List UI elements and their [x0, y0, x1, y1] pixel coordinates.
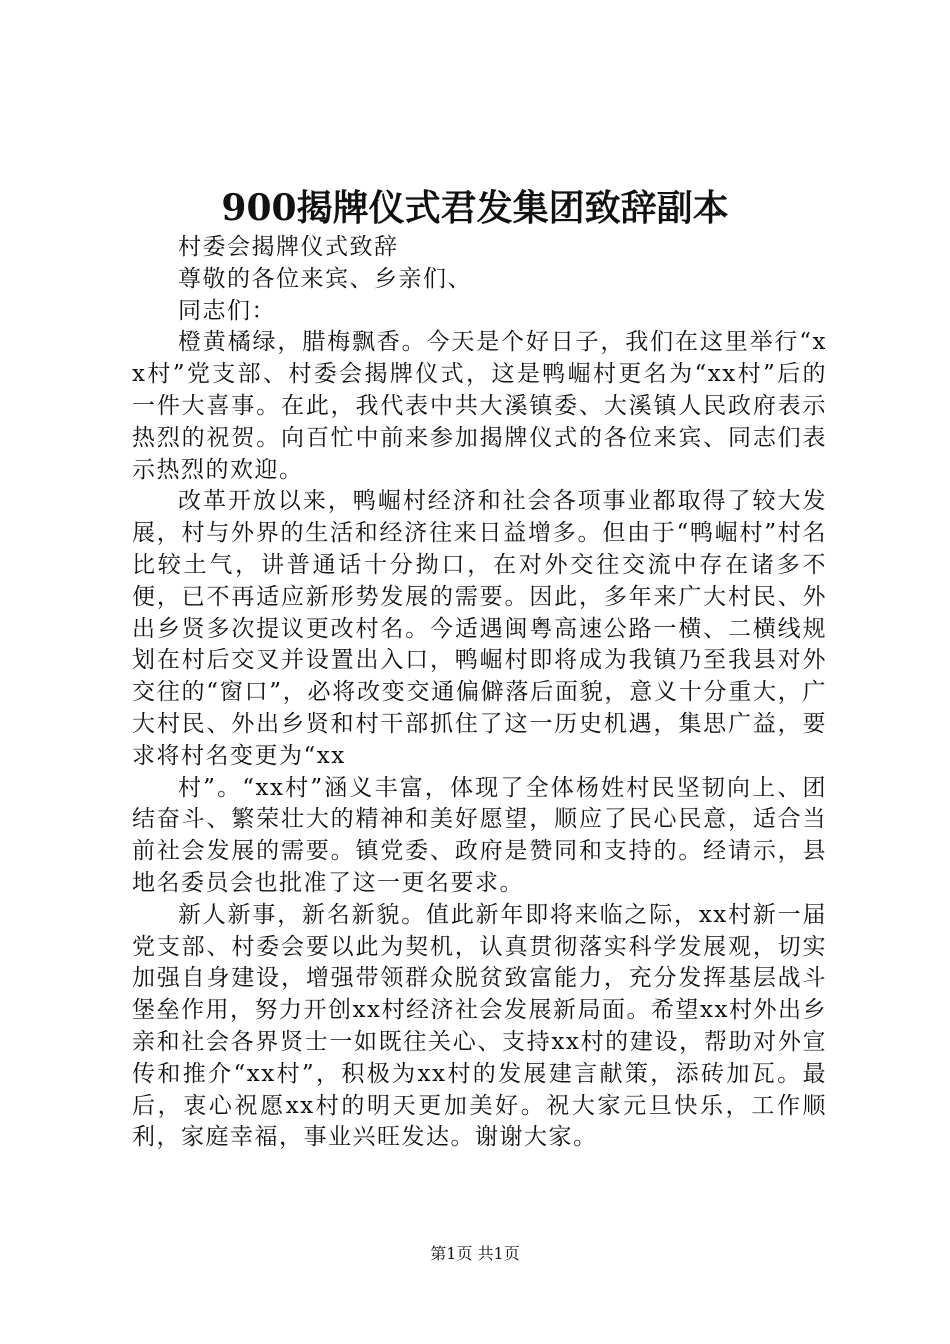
paragraph-body: 新人新事，新名新貌。值此新年即将来临之际，xx村新一届党支部、村委会要以此为契机，认真贯彻落实科学发展观，切实加强自身建设，增强带领群众脱贫致富能力，充分发挥基层战斗堡垒作用，努力开创xx村经济社会发展新局面。希望xx村外出乡亲和社会各界贤士一如既往关心、支持xx村的建设，帮助对外宣传和推介“xx村”，积极为xx村的发展建言献策，添砖加瓦。最后，衷心祝愿xx村的明天更加美好。祝大家元旦快乐，工作顺利，家庭幸福，事业兴旺发达。谢谢大家。	[132, 901, 827, 1151]
paragraph-body: 改革开放以来，鸭崛村经济和社会各项事业都取得了较大发展，村与外界的生活和经济往来日益增多。但由于“鸭崛村”村名比较土气，讲普通话十分拗口，在对外交往交流中存在诸多不便，已不再适应新形势发展的需要。因此，多年来广大村民、外出乡贤多次提议更改村名。今适遇闽粤高速公路一横、二横线规划在村后交叉并设置出入口，鸭崛村即将成为我镇乃至我县对外交往的“窗口”，必将改变交通偏僻落后面貌，意义十分重大，广大村民、外出乡贤和村干部抓住了这一历史机遇，集思广益，要求将村名变更为“xx	[132, 488, 827, 769]
document-body	[132, 232, 827, 1154]
paragraph-body: 村”。“xx村”涵义丰富，体现了全体杨姓村民坚韧向上、团结奋斗、繁荣壮大的精神和美好愿望，顺应了民心民意，适合当前社会发展的需要。镇党委、政府是赞同和支持的。经请示，县地名委员会也批准了这一更名要求。	[132, 774, 827, 896]
paragraph-body: 橙黄橘绿，腊梅飘香。今天是个好日子，我们在这里举行“xx村”党支部、村委会揭牌仪式，这是鸭崛村更名为“xx村”后的一件大喜事。在此，我代表中共大溪镇委、大溪镇人民政府表示热烈的祝贺。向百忙中前来参加揭牌仪式的各位来宾、同志们表示热烈的欢迎。	[132, 329, 827, 483]
page-footer: 第1页 共1页	[430, 1244, 520, 1263]
paragraph-salutation: 尊敬的各位来宾、乡亲们、	[178, 265, 472, 292]
document-title: 900揭牌仪式君发集团致辞副本	[221, 187, 729, 229]
paragraph-heading: 村委会揭牌仪式致辞	[178, 234, 399, 260]
paragraph-salutation-cont: 同志们：	[178, 297, 276, 324]
